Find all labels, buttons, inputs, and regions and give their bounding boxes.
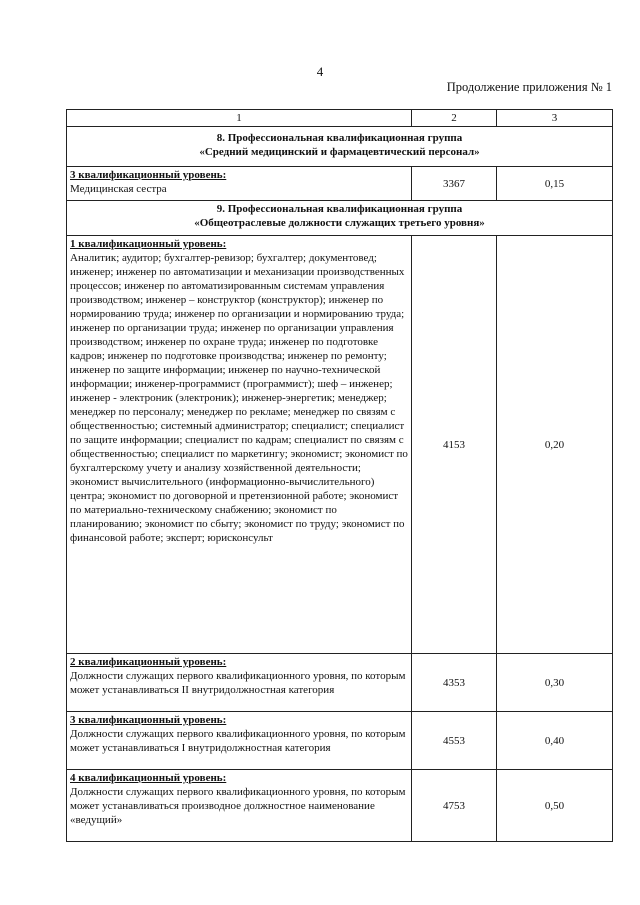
group-header-row: [67, 201, 613, 236]
level-cell: [67, 770, 412, 842]
table-row: [67, 770, 613, 842]
level-description: Медицинская сестра: [70, 183, 167, 195]
level-title: 3 квалификационный уровень:: [70, 714, 227, 726]
coefficient-cell: 0,15: [497, 167, 613, 201]
level-title: 3 квалификационный уровень:: [70, 169, 227, 181]
group-header-row: [67, 127, 613, 167]
qualification-table: [66, 109, 613, 842]
column-number-row: [67, 110, 613, 127]
coefficient-cell: 0,30: [497, 654, 613, 712]
table-row: [67, 712, 613, 770]
level-description: Должности служащих первого квалификационного уровня, по которым может устанавливаться производное должностное наименование «ведущий»: [70, 786, 406, 826]
column-header-3: 3: [497, 110, 613, 127]
group-title-line2: «Общеотраслевые должности служащих третьего уровня»: [194, 217, 485, 229]
salary-cell: 4153: [412, 236, 497, 654]
level-title: 4 квалификационный уровень:: [70, 772, 227, 784]
table-row: [67, 654, 613, 712]
coefficient-cell: 0,20: [497, 236, 613, 654]
appendix-continuation-label: Продолжение приложения № 1: [446, 80, 612, 94]
level-cell: [67, 236, 412, 654]
level-title: 2 квалификационный уровень:: [70, 656, 227, 668]
table-row: [67, 236, 613, 654]
level-description: Аналитик; аудитор; бухгалтер-ревизор; бухгалтер; документовед; инженер; инженер по автоматизации и механизации производственных процессов; инженер по автоматизированным системам управления производством; инженер – конструктор (конструктор); инженер по нормированию труда; инженер по организации и нормированию труда; инженер по организации труда; инженер по организации управления производством; инженер по охране труда; инженер по подготовке кадров; инженер по подготовке производства; инженер по ремонту; инженер по защите информации; инженер по научно-технической информации; инженер-программист (программист); шеф – инженер; инженер - электроник (электроник); инженер-энергетик; менеджер; менеджер по персоналу; менеджер по рекламе; менеджер по связям с общественностью; системный администратор; специалист; специалист по защите информации; специалист по кадрам; специалист по связям с общественностью; специалист по маркетингу; экономист; экономист по бухгалтерскому учету и анализу хозяйственной деятельности; экономист вычислительного (информационно-вычислительного) центра; экономист по договорной и претензионной работе; экономист по материально-техническому снабжению; экономист по планированию; экономист по сбыту; экономист по труду; экономист по финансовой работе; эксперт; юрисконсульт: [70, 252, 408, 544]
level-cell: [67, 654, 412, 712]
group-title-line2: «Средний медицинский и фармацевтический персонал»: [199, 146, 480, 158]
level-cell: [67, 167, 412, 201]
salary-cell: 4553: [412, 712, 497, 770]
salary-cell: 4753: [412, 770, 497, 842]
salary-cell: 4353: [412, 654, 497, 712]
level-description: Должности служащих первого квалификационного уровня, по которым может устанавливаться II внутридолжностная категория: [70, 670, 406, 696]
coefficient-cell: 0,40: [497, 712, 613, 770]
group-title: [67, 127, 613, 167]
group-title-line1: 8. Профессиональная квалификационная группа: [216, 132, 463, 144]
group-title-line1: 9. Профессиональная квалификационная группа: [216, 203, 463, 215]
group-title: [67, 201, 613, 236]
level-description: Должности служащих первого квалификационного уровня, по которым может устанавливаться I внутридолжностная категория: [70, 728, 406, 754]
salary-cell: 3367: [412, 167, 497, 201]
column-header-1: 1: [67, 110, 412, 127]
coefficient-cell: 0,50: [497, 770, 613, 842]
column-header-2: 2: [412, 110, 497, 127]
level-cell: [67, 712, 412, 770]
page-number: 4: [316, 64, 324, 79]
level-title: 1 квалификационный уровень:: [70, 238, 227, 250]
table-row: [67, 167, 613, 201]
